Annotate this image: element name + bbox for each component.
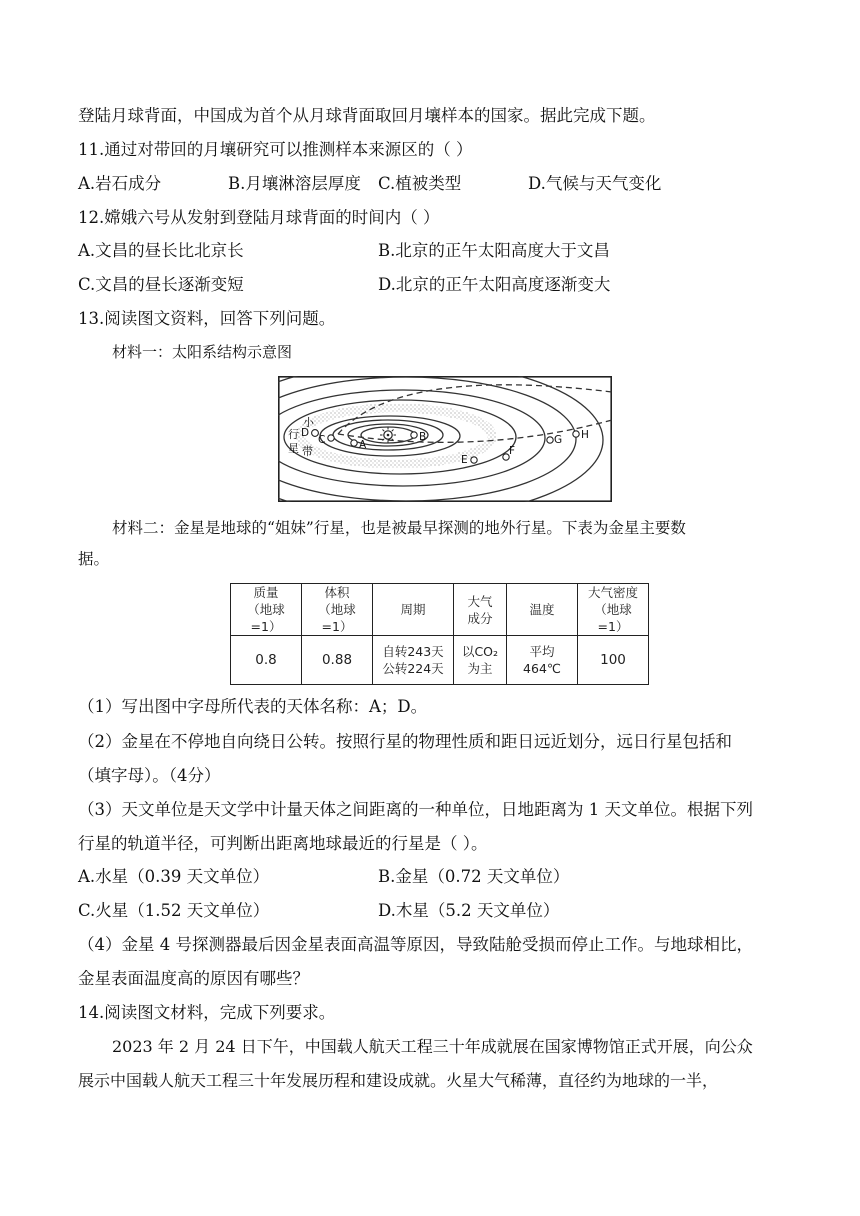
question-13: 13.阅读图文资料，回答下列问题。 — [78, 309, 336, 328]
table-value-volume: 0.88 — [302, 636, 373, 685]
q14-paragraph-line-1: 2023 年 2 月 24 日下午，中国载人航天工程三十年成就展在国家博物馆正式开展，向公众 — [112, 1037, 753, 1056]
table-value-period: 自转243天 公转224天 — [373, 636, 454, 685]
material-2-line-1: 材料二：金星是地球的“姐妹”行星，也是被最早探测的地外行星。下表为金星主要数 — [112, 519, 686, 537]
table-header-mass: 质量 （地球=1） — [231, 584, 302, 636]
table-header-density: 大气密度 （地球=1） — [578, 584, 649, 636]
table-value-temperature: 平均 464℃ — [507, 636, 578, 685]
label-e: E — [461, 454, 468, 466]
q12-option-a: A.文昌的昼长比北京长 — [78, 241, 244, 260]
q13-3-option-a: A.水星（0.39 天文单位） — [78, 867, 270, 886]
q11-option-c: C.植被类型 — [378, 174, 462, 193]
planet-b-marker — [411, 432, 417, 438]
question-14: 14.阅读图文材料，完成下列要求。 — [78, 1003, 336, 1022]
sub-question-2-line-2: （填字母）。（4分） — [78, 766, 221, 785]
q13-3-option-c: C.火星（1.52 天文单位） — [78, 901, 270, 920]
solar-system-diagram — [278, 376, 612, 502]
belt-char-1: 小 — [303, 416, 314, 429]
label-g: G — [554, 434, 563, 446]
table-header-period: 周期 — [373, 584, 454, 636]
planet-a-marker — [351, 440, 357, 446]
table-header-volume: 体积 （地球=1） — [302, 584, 373, 636]
belt-char-2: 行 — [288, 428, 299, 441]
q11-option-b: B.月壤淋溶层厚度 — [228, 174, 361, 193]
sub-question-1: （1）写出图中字母所代表的天体名称：A；D。 — [78, 697, 428, 716]
venus-data-table — [230, 583, 649, 685]
label-b: B — [419, 431, 427, 443]
question-11: 11.通过对带回的月壤研究可以推测样本来源区的（ ） — [78, 140, 473, 159]
label-c: C — [318, 434, 326, 446]
q14-paragraph-line-2: 展示中国载人航天工程三十年发展历程和建设成就。火星大气稀薄，直径约为地球的一半， — [78, 1071, 719, 1090]
planet-c-marker — [328, 435, 334, 441]
question-12: 12.嫦娥六号从发射到登陆月球背面的时间内（ ） — [78, 208, 440, 227]
q13-3-option-d: D.木星（5.2 天文单位） — [378, 901, 560, 920]
sub-question-4-line-1: （4）金星 4 号探测器最后因金星表面高温等原因，导致陆舱受损而停止工作。与地球相比， — [78, 935, 753, 954]
q12-option-c: C.文昌的昼长逐渐变短 — [78, 275, 244, 294]
sub-question-2-line-1: （2）金星在不停地自向绕日公转。按照行星的物理性质和距日远近划分，远日行星包括和 — [78, 732, 732, 751]
table-header-atmosphere: 大气 成分 — [454, 584, 507, 636]
sub-question-4-line-2: 金星表面温度高的原因有哪些？ — [78, 969, 309, 988]
planet-h-marker — [573, 431, 579, 437]
intro-line: 登陆月球背面，中国成为首个从月球背面取回月壤样本的国家。据此完成下题。 — [78, 106, 656, 125]
belt-char-3: 星 — [288, 442, 299, 455]
label-d: D — [301, 427, 310, 439]
label-h: H — [581, 429, 589, 441]
material-1-title: 材料一：太阳系结构示意图 — [112, 343, 293, 361]
q13-3-option-b: B.金星（0.72 天文单位） — [378, 867, 570, 886]
material-2-line-2: 据。 — [78, 550, 110, 568]
sub-question-3-line-1: （3）天文单位是天文学中计量天体之间距离的一种单位，日地距离为 1 天文单位。根据下列 — [78, 800, 753, 819]
label-f: F — [509, 445, 516, 457]
table-value-atmosphere: 以CO₂ 为主 — [454, 636, 507, 685]
q12-option-b: B.北京的正午太阳高度大于文昌 — [378, 241, 610, 260]
table-header-temperature: 温度 — [507, 584, 578, 636]
label-a: A — [359, 439, 367, 451]
table-value-mass: 0.8 — [231, 636, 302, 685]
sub-question-3-line-2: 行星的轨道半径，可判断出距离地球最近的行星是（ ）。 — [78, 834, 488, 853]
planet-e-marker — [471, 457, 477, 463]
belt-char-4: 带 — [302, 445, 313, 458]
q11-option-a: A.岩石成分 — [78, 174, 162, 193]
q12-option-d: D.北京的正午太阳高度逐渐变大 — [378, 275, 611, 294]
table-value-density: 100 — [578, 636, 649, 685]
q11-option-d: D.气候与天气变化 — [528, 174, 662, 193]
planet-g-marker — [547, 437, 553, 443]
